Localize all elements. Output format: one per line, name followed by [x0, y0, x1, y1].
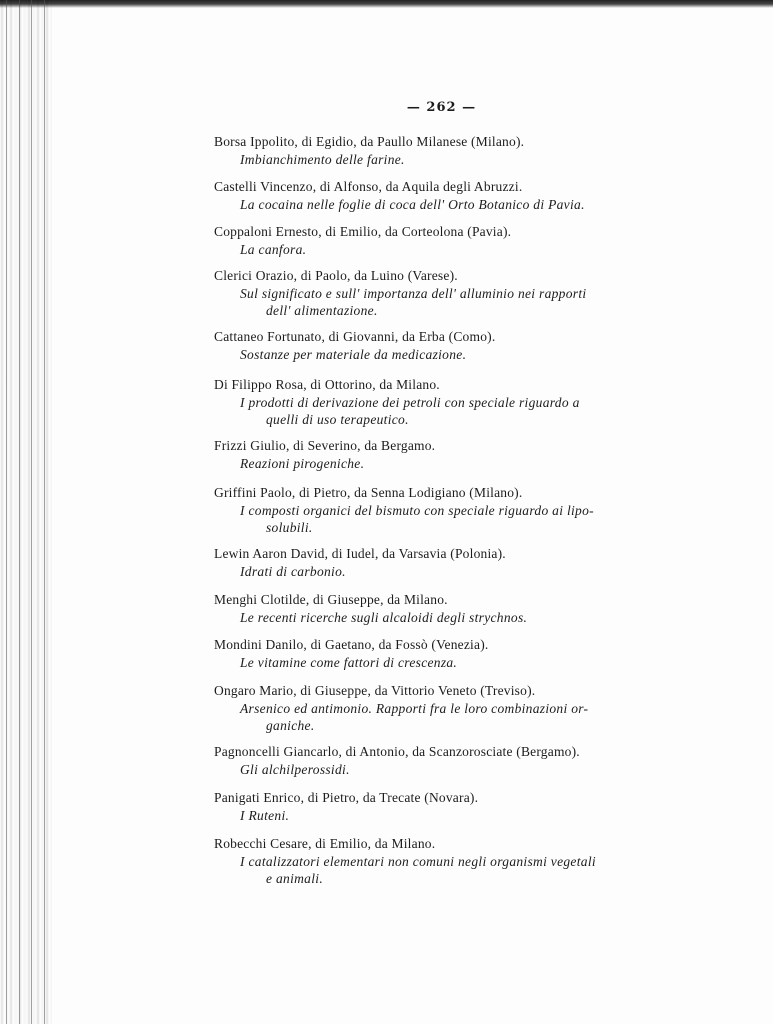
thesis-title — [214, 807, 664, 824]
thesis-title — [214, 394, 664, 428]
author-line: Ongaro Mario, di Giuseppe, da Vittorio Veneto (Treviso). — [214, 683, 536, 698]
author-line: Borsa Ippolito, di Egidio, da Paullo Milanese (Milano). — [214, 134, 525, 149]
list-item — [214, 789, 664, 824]
thesis-title — [214, 761, 664, 778]
binding-line — [6, 0, 7, 1024]
thesis-title-line: Arsenico ed antimonio. Rapporti fra le loro combinazioni or- — [240, 701, 589, 716]
thesis-title — [214, 563, 664, 580]
author-line: Menghi Clotilde, di Giuseppe, da Milano. — [214, 592, 448, 607]
thesis-title-line: La cocaina nelle foglie di coca dell' Orto Botanico di Pavia. — [240, 197, 585, 212]
thesis-title-line: Le recenti ricerche sugli alcaloidi degli strychnos. — [240, 610, 528, 625]
thesis-title-line: Imbianchimento delle farine. — [240, 152, 405, 167]
thesis-title — [214, 285, 664, 319]
list-item — [214, 376, 664, 428]
author-line: Pagnoncelli Giancarlo, di Antonio, da Scanzorosciate (Bergamo). — [214, 744, 580, 759]
author-line: Coppaloni Ernesto, di Emilio, da Corteolona (Pavia). — [214, 224, 512, 239]
thesis-title-line: Sul significato e sull' importanza dell' alluminio nei rapporti — [240, 286, 587, 301]
thesis-title — [214, 609, 664, 626]
list-item — [214, 133, 664, 168]
thesis-title-line: I prodotti di derivazione dei petroli con speciale riguardo a — [240, 395, 580, 410]
list-item — [214, 437, 664, 472]
author-line: Griffini Paolo, di Pietro, da Senna Lodigiano (Milano). — [214, 485, 523, 500]
thesis-title — [214, 853, 664, 887]
thesis-title-line: Reazioni pirogeniche. — [240, 456, 365, 471]
author-line: Frizzi Giulio, di Severino, da Bergamo. — [214, 438, 436, 453]
thesis-title-line: Idrati di carbonio. — [240, 564, 346, 579]
thesis-title — [214, 346, 664, 363]
thesis-title-line: I catalizzatori elementari non comuni negli organismi vegetali — [240, 854, 596, 869]
binding-line — [19, 0, 20, 1024]
list-item — [214, 591, 664, 626]
thesis-title — [214, 700, 664, 734]
author-line: Lewin Aaron David, di Iudel, da Varsavia (Polonia). — [214, 546, 506, 561]
thesis-title — [214, 241, 664, 258]
thesis-title-line: I Ruteni. — [240, 808, 290, 823]
list-item — [214, 328, 664, 363]
list-item — [214, 743, 664, 778]
author-line: Panigati Enrico, di Pietro, da Trecate (Novara). — [214, 790, 479, 805]
list-item — [214, 636, 664, 671]
thesis-title-line: Gli alchilperossidi. — [240, 762, 350, 777]
list-item — [214, 682, 664, 734]
list-item — [214, 223, 664, 258]
author-line: Castelli Vincenzo, di Alfonso, da Aquila degli Abruzzi. — [214, 179, 523, 194]
list-item — [214, 484, 664, 536]
thesis-title — [214, 455, 664, 472]
thesis-title-line: La canfora. — [240, 242, 307, 257]
author-line: Clerici Orazio, di Paolo, da Luino (Varese). — [214, 268, 458, 283]
binding-line — [31, 0, 32, 1024]
author-line: Robecchi Cesare, di Emilio, da Milano. — [214, 836, 436, 851]
thesis-title-line: e animali. — [266, 871, 323, 886]
thesis-title — [214, 196, 664, 213]
author-line: Di Filippo Rosa, di Ottorino, da Milano. — [214, 377, 440, 392]
page-number: — 262 — — [406, 100, 477, 115]
thesis-title-line: quelli di uso terapeutico. — [266, 412, 409, 427]
author-line: Cattaneo Fortunato, di Giovanni, da Erba (Como). — [214, 329, 496, 344]
thesis-title-line: Sostanze per materiale da medicazione. — [240, 347, 467, 362]
thesis-title — [214, 151, 664, 168]
scan-top-edge — [0, 0, 773, 8]
thesis-title — [214, 654, 664, 671]
binding-line — [44, 0, 45, 1024]
thesis-title-line: ganiche. — [266, 718, 315, 733]
author-line: Mondini Danilo, di Gaetano, da Fossò (Venezia). — [214, 637, 489, 652]
thesis-title-line: solubili. — [266, 520, 313, 535]
list-item — [214, 545, 664, 580]
list-item — [214, 178, 664, 213]
list-item — [214, 835, 664, 887]
list-item — [214, 267, 664, 319]
thesis-title-line: I composti organici del bismuto con speciale riguardo ai lipo- — [240, 503, 594, 518]
thesis-title-line: dell' alimentazione. — [266, 303, 378, 318]
thesis-title-line: Le vitamine come fattori di crescenza. — [240, 655, 458, 670]
thesis-title — [214, 502, 664, 536]
